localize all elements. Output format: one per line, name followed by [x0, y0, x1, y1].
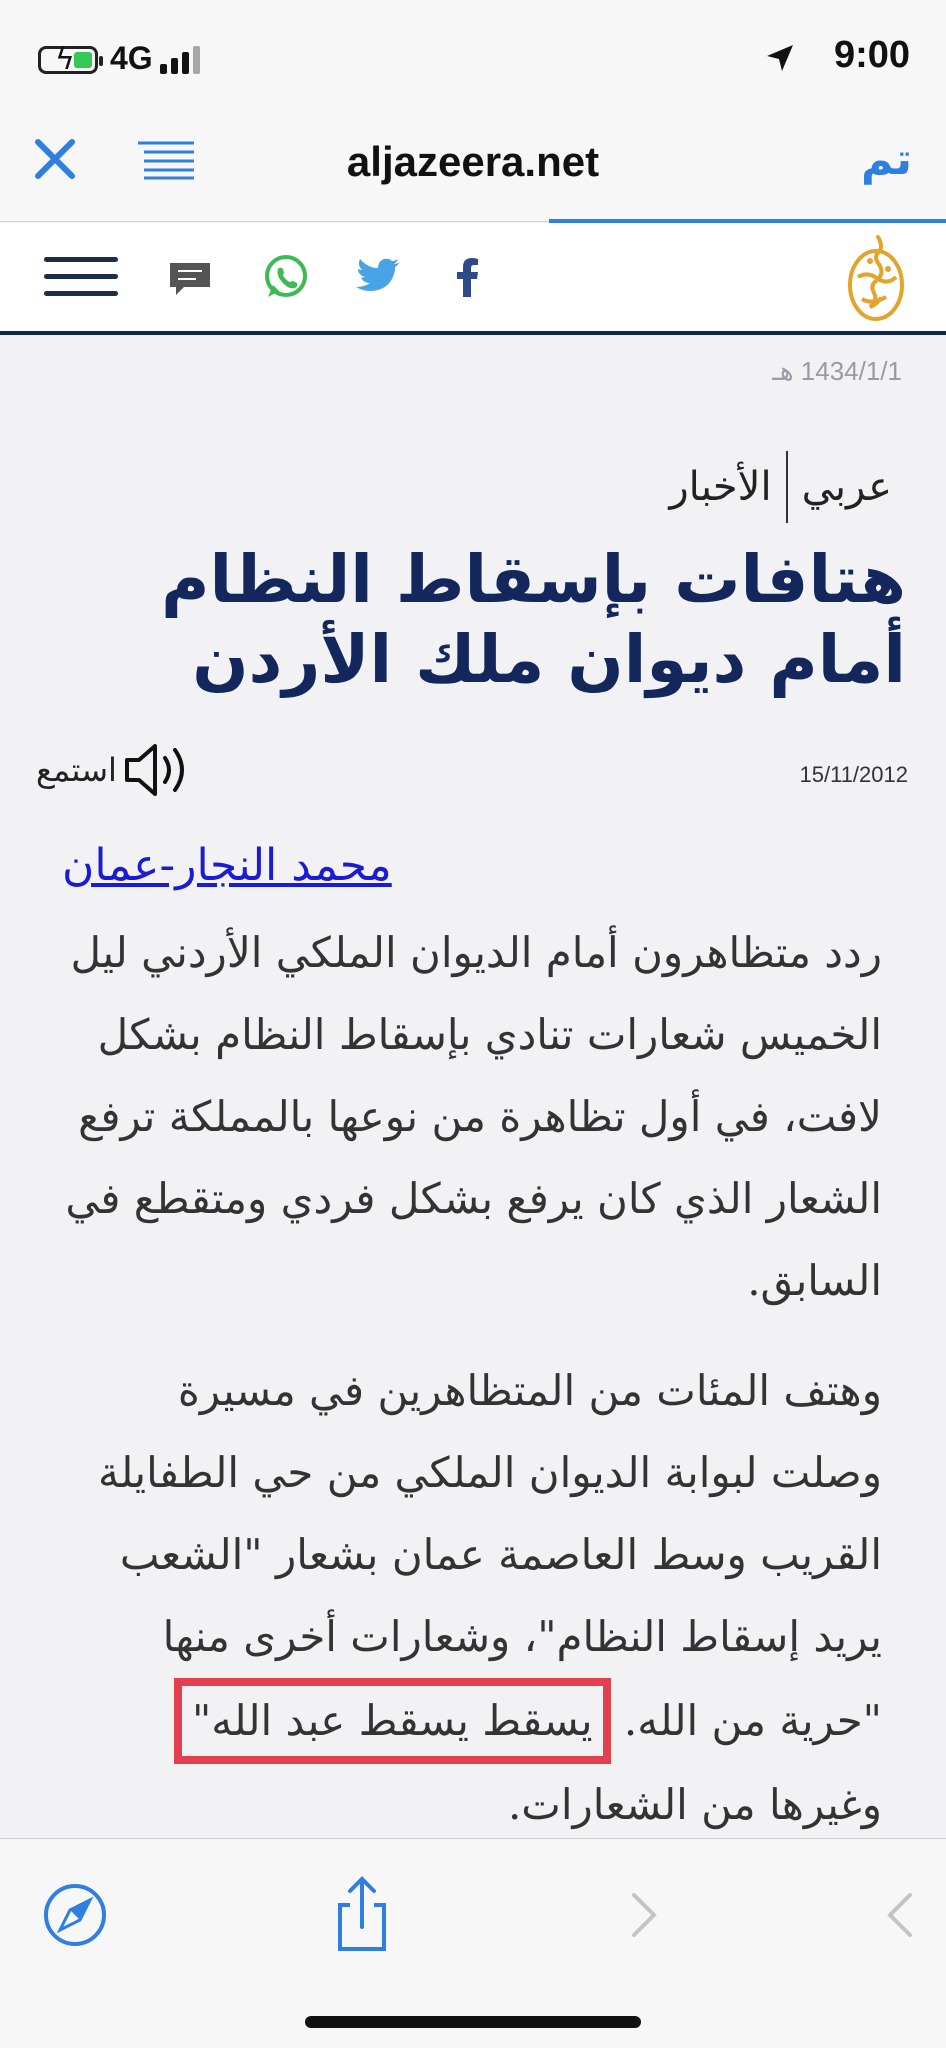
forward-icon[interactable] — [612, 1875, 682, 1955]
menu-icon[interactable] — [44, 257, 118, 297]
compass-icon[interactable] — [40, 1875, 110, 1955]
category-news[interactable]: الأخبار — [669, 464, 772, 510]
back-icon[interactable] — [862, 1875, 932, 1955]
category-breadcrumb — [655, 452, 906, 522]
listen-label: استمع — [36, 751, 117, 789]
article — [0, 340, 946, 1840]
network-type: 4G — [110, 40, 153, 76]
signal-icon — [160, 46, 206, 74]
listen-button[interactable] — [36, 740, 193, 800]
location-arrow-icon — [764, 42, 796, 74]
hijri-date: 1434/1/1 هـ — [772, 356, 902, 386]
aljazeera-logo — [840, 231, 912, 327]
paragraph-2-text: وهتف المئات من المتظاهرين في مسيرة وصلت لبوابة الديوان الملكي من حي الطفايلة القريب وسط العاصمة عمان بشعار "الشعب يريد إسقاط النظام"، وشعارات أخرى منها "حرية من الله. — [97, 1366, 882, 1745]
status-bar — [0, 0, 946, 110]
category-arab[interactable]: عربي — [801, 464, 892, 510]
whatsapp-icon[interactable] — [258, 249, 314, 305]
done-button[interactable]: تم — [860, 134, 912, 185]
comment-icon[interactable] — [162, 249, 218, 305]
share-icon[interactable] — [326, 1875, 396, 1955]
battery-icon: ϟ — [38, 46, 98, 74]
author-link[interactable]: محمد النجار-عمان — [62, 840, 392, 891]
clock: 9:00 — [833, 34, 910, 76]
facebook-icon[interactable] — [440, 249, 496, 305]
browser-toolbar — [0, 1838, 946, 2048]
highlighted-quote: يسقط يسقط عبد الله" — [174, 1678, 611, 1764]
browser-top-bar — [0, 110, 946, 222]
paragraph-2-end: وغيرها من الشعارات. — [507, 1780, 882, 1829]
url-label[interactable]: aljazeera.net — [346, 138, 600, 185]
article-paragraph-2 — [62, 1350, 882, 1840]
publish-date: 15/11/2012 — [799, 762, 908, 787]
category-divider — [786, 451, 788, 523]
article-paragraph-1: ردد متظاهرون أمام الديوان الملكي الأردني ليل الخميس شعارات تنادي بإسقاط النظام بشكل لافت، في أول تظاهرة من نوعها بالمملكة ترفع الشعار الذي كان يرفع بشكل فردي ومتقطع في السابق. — [65, 928, 882, 1305]
home-indicator[interactable] — [305, 2016, 641, 2028]
twitter-icon[interactable] — [350, 249, 406, 305]
article-headline: هتافات بإسقاط النظام أمام ديوان ملك الأردن — [161, 541, 906, 698]
speaker-icon — [123, 740, 193, 800]
site-header — [0, 223, 946, 335]
